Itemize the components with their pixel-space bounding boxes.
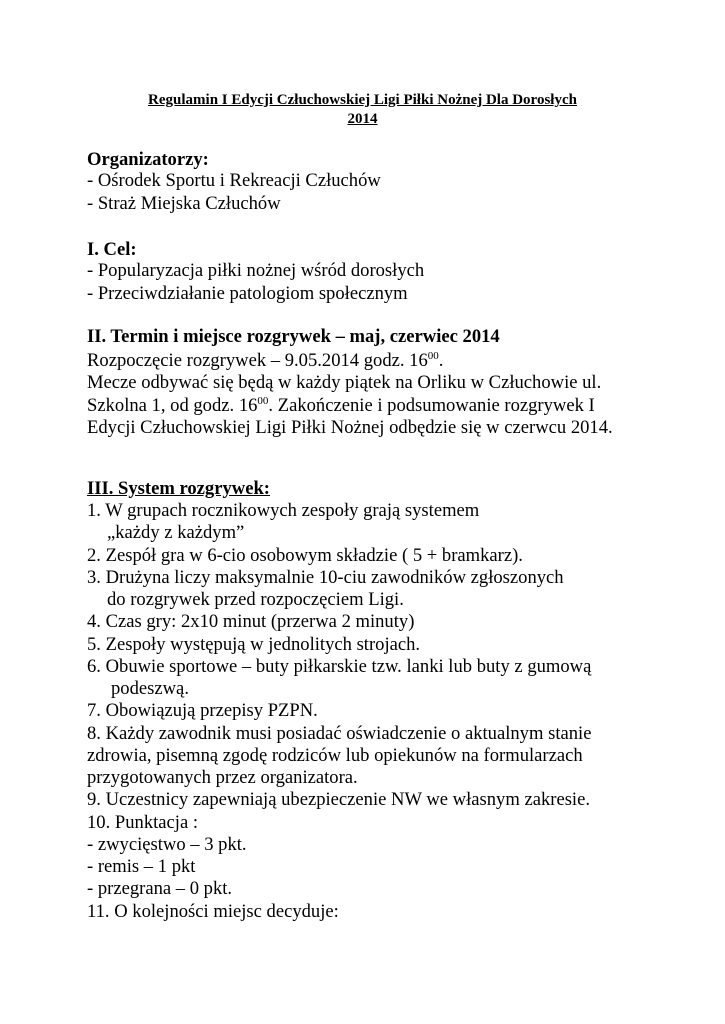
system-line: do rozgrywek przed rozpoczęciem Ligi. [107, 589, 404, 610]
system-line: 2. Zespół gra w 6-cio osobowym składzie ( 5 + bramkarz). [87, 545, 523, 566]
system-line: 1. W grupach rocznikowych zespoły grają systemem [87, 500, 480, 521]
schedule-time-text: Szkolna 1, od godz. 16 [87, 395, 258, 416]
system-line: 9. Uczestnicy zapewniają ubezpieczenie NW we własnym zakresie. [87, 789, 591, 810]
system-line: 11. O kolejności miejsc decyduje: [87, 901, 339, 922]
schedule-line: Mecze odbywać się będą w każdy piątek na Orliku w Człuchowie ul. [87, 372, 602, 393]
goal-heading: I. Cel: [87, 239, 137, 260]
organizers-heading: Organizatorzy: [87, 149, 209, 170]
system-line: - przegrana – 0 pkt. [87, 878, 233, 899]
organizer-item: - Straż Miejska Człuchów [87, 193, 281, 214]
system-line: „każdy z każdym” [107, 522, 245, 543]
system-line: 5. Zespoły występują w jednolitych strojach. [87, 634, 421, 655]
document-title-line-2: 2014 [347, 111, 378, 127]
system-line: 3. Drużyna liczy maksymalnie 10-ciu zawodników zgłoszonych [87, 567, 564, 588]
schedule-start-text: Rozpoczęcie rozgrywek – 9.05.2014 godz. 16 [87, 350, 428, 371]
system-line: zdrowia, pisemną zgodę rodziców lub opiekunów na formularzach [87, 745, 583, 766]
system-line: 4. Czas gry: 2x10 minut (przerwa 2 minuty) [87, 611, 415, 632]
system-line: - remis – 1 pkt [87, 856, 196, 877]
system-line: 7. Obowiązują przepisy PZPN. [87, 700, 318, 721]
schedule-line: Edycji Człuchowskiej Ligi Piłki Nożnej odbędzie się w czerwcu 2014. [87, 417, 613, 438]
schedule-start-line [87, 350, 443, 372]
system-heading: III. System rozgrywek: [87, 478, 270, 499]
schedule-time-suffix: . Zakończenie i podsumowanie rozgrywek I [268, 395, 595, 416]
schedule-time-line [87, 395, 595, 417]
system-line: - zwycięstwo – 3 pkt. [87, 834, 247, 855]
document-title-line-1: Regulamin I Edycji Człuchowskiej Ligi Piłki Nożnej Dla Dorosłych [148, 92, 577, 108]
system-line: 6. Obuwie sportowe – buty piłkarskie tzw. lanki lub buty z gumową [87, 656, 592, 677]
system-line: 8. Każdy zawodnik musi posiadać oświadczenie o aktualnym stanie [87, 723, 592, 744]
goal-item: - Popularyzacja piłki nożnej wśród dorosłych [87, 260, 425, 281]
system-line: podeszwą. [111, 678, 189, 699]
organizer-item: - Ośrodek Sportu i Rekreacji Człuchów [87, 170, 381, 191]
schedule-time-minutes: 00 [257, 394, 269, 407]
goal-item: - Przeciwdziałanie patologiom społecznym [87, 283, 408, 304]
schedule-start-minutes: 00 [427, 349, 439, 362]
schedule-heading: II. Termin i miejsce rozgrywek – maj, czerwiec 2014 [87, 326, 500, 347]
system-line: przygotowanych przez organizatora. [87, 767, 358, 788]
system-line: 10. Punktacja : [87, 812, 199, 833]
schedule-start-suffix: . [438, 350, 444, 371]
